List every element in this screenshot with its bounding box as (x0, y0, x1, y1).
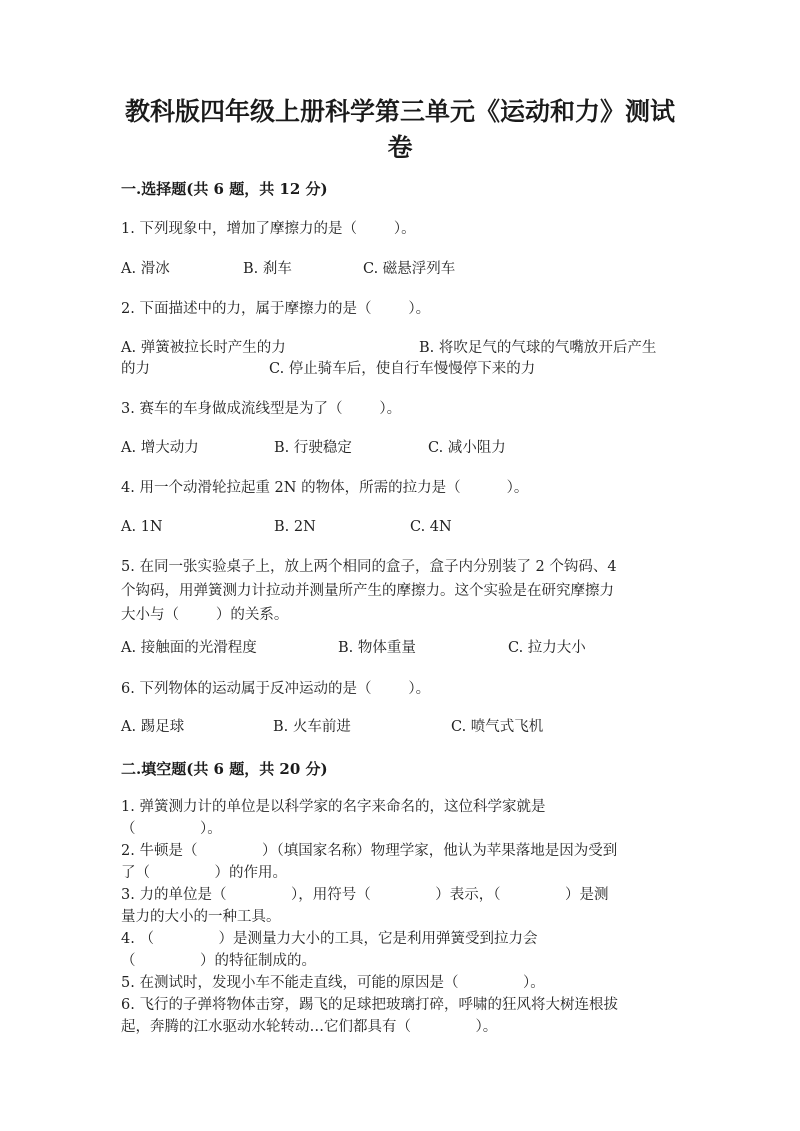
question-3-option-c: C. 减小阻力 (428, 440, 506, 456)
question-4-option-c: C. 4N (410, 519, 452, 535)
section-fill-in-heading: 二.填空题(共 6 题，共 20 分) (121, 760, 328, 778)
fill-question-2-line-2: 了（ ）的作用。 (121, 865, 288, 881)
fill-question-1-line-1: 1. 弹簧测力计的单位是以科学家的名字来命名的，这位科学家就是 (121, 799, 546, 815)
question-3-option-b: B. 行驶稳定 (274, 440, 352, 456)
question-5-option-a: A. 接触面的光滑程度 (121, 640, 257, 656)
fill-question-4-line-2: （ ）的特征制成的。 (121, 953, 317, 969)
question-5-stem-line-1: 5. 在同一张实验桌子上，放上两个相同的盒子，盒子内分别装了 2 个钩码、4 (121, 559, 617, 575)
fill-question-3-line-1: 3. 力的单位是（ ），用符号（ ）表示，（ ）是测 (121, 887, 609, 903)
fill-question-2-line-1: 2. 牛顿是（ ）（填国家名称）物理学家，他认为苹果落地是因为受到 (121, 843, 618, 859)
question-3-option-a: A. 增大动力 (121, 440, 199, 456)
question-1-stem: 1. 下列现象中，增加了摩擦力的是（ ）。 (121, 221, 416, 237)
question-1-option-a: A. 滑冰 (121, 261, 170, 277)
question-2-option-c: C. 停止骑车后，使自行车慢慢停下来的力 (269, 361, 536, 377)
fill-question-3-line-2: 量力的大小的一种工具。 (121, 909, 281, 925)
question-2-stem: 2. 下面描述中的力，属于摩擦力的是（ ）。 (121, 301, 431, 317)
question-1-option-c: C. 磁悬浮列车 (363, 261, 456, 277)
question-2-option-a: A. 弹簧被拉长时产生的力 (121, 340, 286, 356)
question-4-stem: 4. 用一个动滑轮拉起重 2N 的物体，所需的拉力是（ ）。 (121, 480, 529, 496)
question-5-option-c: C. 拉力大小 (508, 640, 586, 656)
question-2-option-b-continued: 的力 (121, 361, 150, 377)
question-5-stem-line-3: 大小与（ ）的关系。 (121, 607, 289, 623)
fill-question-4-line-1: 4. （ ）是测量力大小的工具，它是利用弹簧受到拉力会 (121, 931, 538, 947)
question-4-option-a: A. 1N (121, 519, 163, 535)
question-1-option-b: B. 刹车 (243, 261, 292, 277)
question-6-option-a: A. 踢足球 (121, 719, 185, 735)
title-line-2: 卷 (387, 133, 413, 162)
question-3-stem: 3. 赛车的车身做成流线型是为了（ ）。 (121, 401, 402, 417)
fill-question-1-line-2: （ ）。 (121, 821, 222, 837)
page-title (110, 94, 690, 166)
question-5-option-b: B. 物体重量 (338, 640, 416, 656)
fill-question-5-line-1: 5. 在测试时，发现小车不能走直线，可能的原因是（ ）。 (121, 975, 545, 991)
question-5-stem-line-2: 个钩码，用弹簧测力计拉动并测量所产生的摩擦力。这个实验是在研究摩擦力 (121, 583, 614, 599)
fill-question-6-line-2: 起，奔腾的江水驱动水轮转动…它们都具有（ ）。 (121, 1019, 498, 1035)
question-4-option-b: B. 2N (274, 519, 316, 535)
title-line-1: 教科版四年级上册科学第三单元《运动和力》测试 (124, 97, 675, 126)
question-6-option-b: B. 火车前进 (273, 719, 351, 735)
fill-question-6-line-1: 6. 飞行的子弹将物体击穿，踢飞的足球把玻璃打碎，呼啸的狂风将大树连根拔 (121, 997, 618, 1013)
section-multiple-choice-heading: 一.选择题(共 6 题，共 12 分) (121, 180, 328, 198)
question-6-option-c: C. 喷气式飞机 (451, 719, 544, 735)
question-2-option-b: B. 将吹足气的气球的气嘴放开后产生 (419, 340, 657, 356)
question-6-stem: 6. 下列物体的运动属于反冲运动的是（ ）。 (121, 681, 431, 697)
